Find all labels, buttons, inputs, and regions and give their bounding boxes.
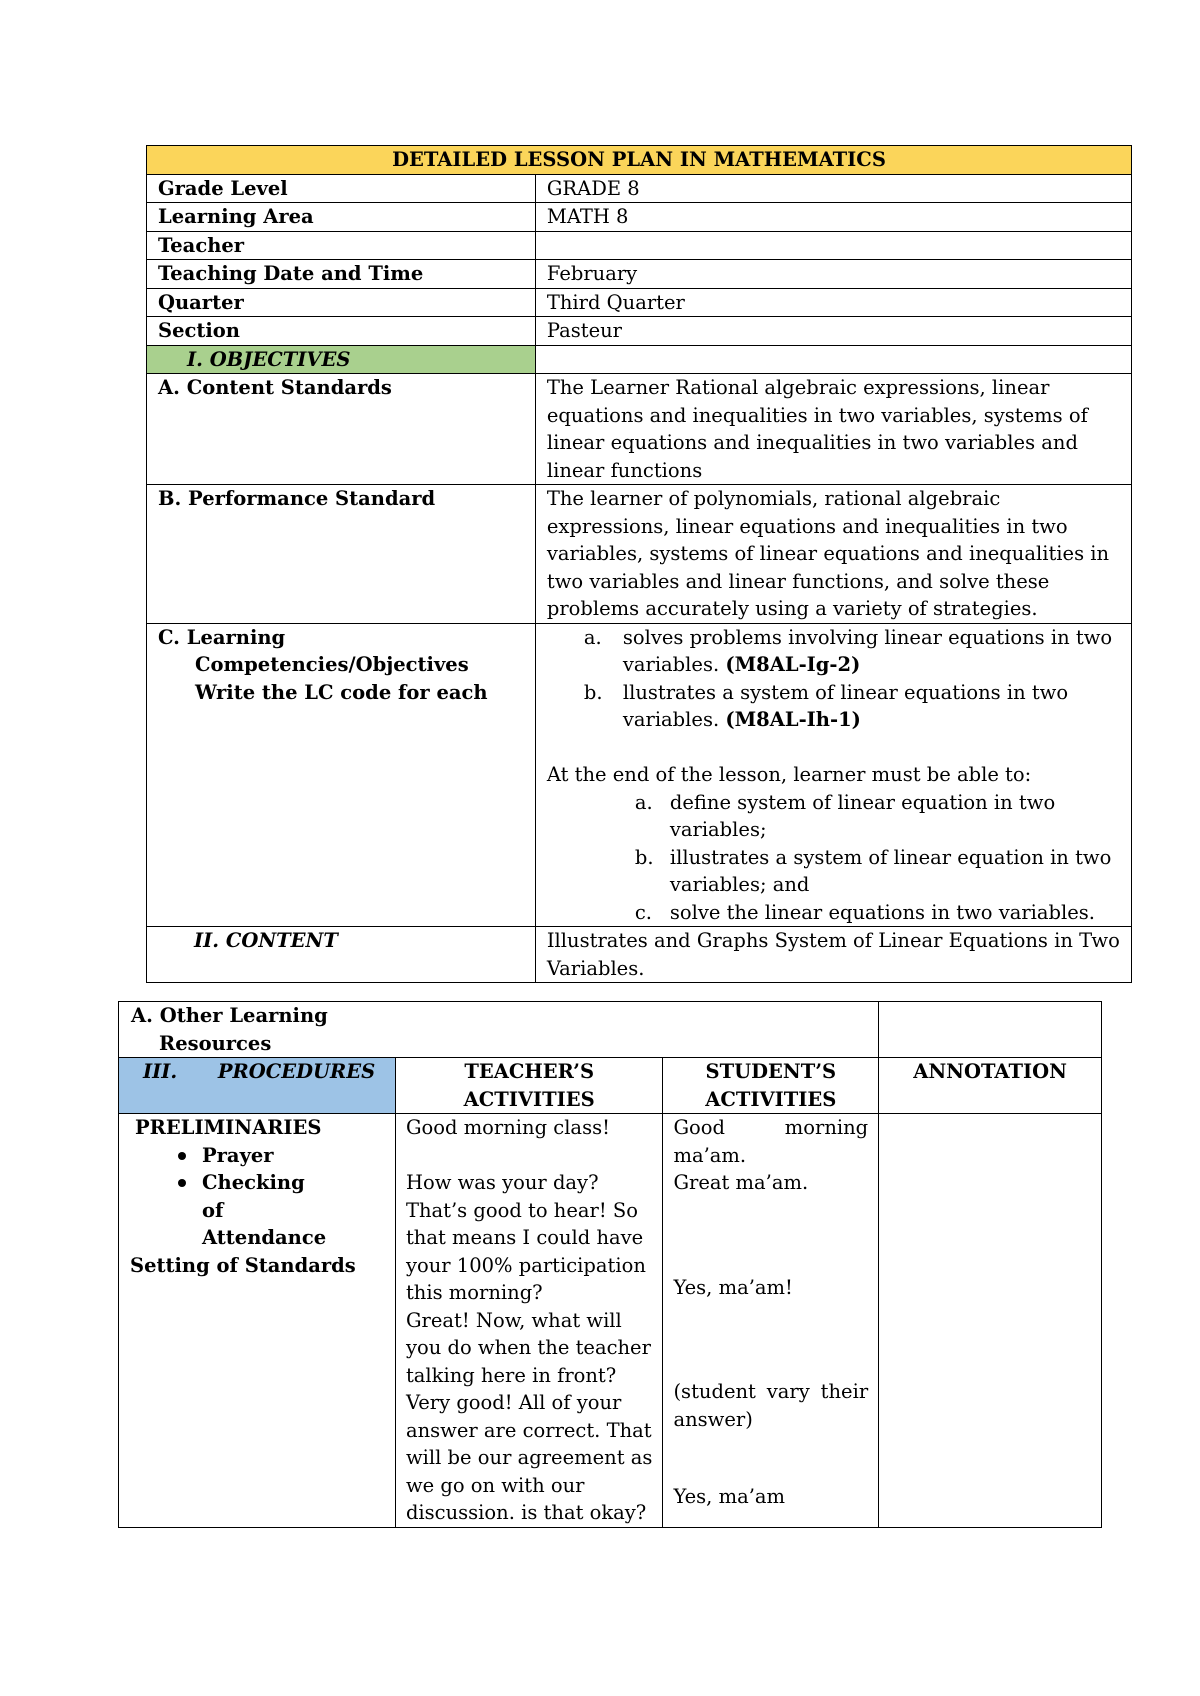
competencies-label-line: C. Learning: [158, 625, 286, 649]
performance-standard-label: B. Performance Standard: [147, 485, 536, 624]
info-label: Teaching Date and Time: [147, 260, 536, 289]
competency-text: solves problems involving linear equations in two variables.: [622, 625, 1113, 676]
competencies-row: [147, 623, 1132, 927]
info-label: Quarter: [147, 288, 536, 317]
competencies-label-cell: [147, 623, 536, 927]
competency-item: [547, 679, 1120, 734]
student-line: Yes, ma’am: [673, 1485, 786, 1508]
competencies-label-line: Write the LC code for each: [195, 680, 488, 704]
content-text: Illustrates and Graphs System of Linear Equations in Two Variables.: [535, 927, 1131, 983]
student-line: Good morning ma’am.: [673, 1116, 869, 1167]
setting-of-standards-label: Setting of Standards: [130, 1253, 356, 1277]
info-value: February: [535, 260, 1131, 289]
performance-standard-row: [147, 485, 1132, 624]
competency-text: llustrates a system of linear equations in two variables.: [622, 680, 1069, 731]
info-row-grade-level: [147, 174, 1132, 203]
procedures-table: [118, 1001, 1102, 1528]
column-header-teacher: TEACHER’S ACTIVITIES: [395, 1058, 663, 1114]
spacer: [406, 1142, 653, 1170]
teacher-line: Good morning class!: [405, 1116, 610, 1139]
preliminaries-row: [119, 1114, 1102, 1528]
list-marker: c.: [634, 900, 652, 924]
objective-item: [547, 789, 1120, 844]
info-label: Learning Area: [147, 203, 536, 232]
list-marker: a.: [583, 625, 602, 649]
objective-text: illustrates a system of linear equation in two variables; and: [669, 845, 1112, 896]
spacer: [673, 1301, 868, 1378]
info-row-teacher: [147, 231, 1132, 260]
objectives-heading-row: [147, 345, 1132, 374]
student-activities-cell: [663, 1114, 879, 1528]
content-standards-row: [147, 374, 1132, 485]
student-line: Great ma’am.: [673, 1171, 809, 1194]
empty-cell: [879, 1002, 1102, 1058]
competency-code: (M8AL-Ig-2): [725, 653, 861, 676]
info-value: Pasteur: [535, 317, 1131, 346]
resources-label: A. Other Learning Resources: [131, 1004, 328, 1055]
resources-row: [119, 1002, 1102, 1058]
spacer: [673, 1197, 868, 1274]
objective-item: [547, 844, 1120, 899]
content-label: II. CONTENT: [147, 927, 536, 983]
info-value: Third Quarter: [535, 288, 1131, 317]
document-title: DETAILED LESSON PLAN IN MATHEMATICS: [147, 146, 1132, 175]
info-value: GRADE 8: [535, 174, 1131, 203]
competency-code: (M8AL-Ih-1): [725, 708, 861, 731]
info-row-quarter: [147, 288, 1132, 317]
prelim-bullet-item: Checking of Attendance: [130, 1169, 332, 1252]
teacher-line: Very good! All of your answer are correct. That will be our agreement as we go on with our discussion. is that okay?: [405, 1391, 653, 1524]
teacher-line: How was your day?: [405, 1171, 599, 1194]
performance-standard-text: The learner of polynomials, rational algebraic expressions, linear equations and inequalities in two variables, systems of linear equations and inequalities in two variables and linear functions, and solve these problems accurately using a variety of strategies.: [535, 485, 1131, 624]
list-marker: b.: [634, 845, 654, 869]
lesson-plan-header-table: [146, 145, 1132, 983]
content-standards-text: The Learner Rational algebraic expressions, linear equations and inequalities in two variables, systems of linear equations and inequalities in two variables and linear functions: [535, 374, 1131, 485]
info-row-teaching-date: [147, 260, 1132, 289]
objectives-heading: I. OBJECTIVES: [147, 345, 536, 374]
preliminaries-cell: [119, 1114, 396, 1528]
spacer: [547, 734, 1120, 762]
procedures-header-row: [119, 1058, 1102, 1114]
column-header-annotation: ANNOTATION: [879, 1058, 1102, 1114]
teacher-line: Great! Now, what will you do when the teacher talking here in front?: [405, 1308, 651, 1387]
empty-cell: [535, 345, 1131, 374]
prelim-bullet-item: Prayer: [130, 1142, 383, 1170]
student-line: (student vary their answer): [673, 1380, 869, 1431]
teacher-activities-cell: [395, 1114, 663, 1528]
info-label: Grade Level: [147, 174, 536, 203]
column-header-student: STUDENT’S ACTIVITIES: [663, 1058, 879, 1114]
objective-text: define system of linear equation in two variables;: [669, 790, 1056, 841]
list-marker: b.: [583, 680, 603, 704]
info-value: MATH 8: [535, 203, 1131, 232]
spacer: [673, 1433, 868, 1483]
resources-label-cell: [119, 1002, 879, 1058]
preliminaries-label: PRELIMINARIES: [135, 1116, 322, 1139]
end-of-lesson-intro: At the end of the lesson, learner must be able to:: [546, 763, 1032, 786]
competencies-content-cell: [535, 623, 1131, 927]
info-label: Teacher: [147, 231, 536, 260]
annotation-cell: [879, 1114, 1102, 1528]
competencies-label-line: Competencies/Objectives: [195, 653, 469, 676]
objective-item: [547, 899, 1120, 927]
objective-text: solve the linear equations in two variables.: [669, 900, 1095, 924]
student-line: Yes, ma’am!: [673, 1275, 793, 1299]
info-row-learning-area: [147, 203, 1132, 232]
info-value: [535, 231, 1131, 260]
teacher-line: That’s good to hear! So that means I could have your 100% participation this morning?: [405, 1198, 646, 1304]
list-marker: a.: [634, 790, 653, 814]
procedures-heading: III. PROCEDURES: [119, 1058, 396, 1114]
content-standards-label: A. Content Standards: [147, 374, 536, 485]
content-row: [147, 927, 1132, 983]
title-row: [147, 146, 1132, 175]
competency-item: [547, 624, 1120, 679]
info-label: Section: [147, 317, 536, 346]
info-row-section: [147, 317, 1132, 346]
